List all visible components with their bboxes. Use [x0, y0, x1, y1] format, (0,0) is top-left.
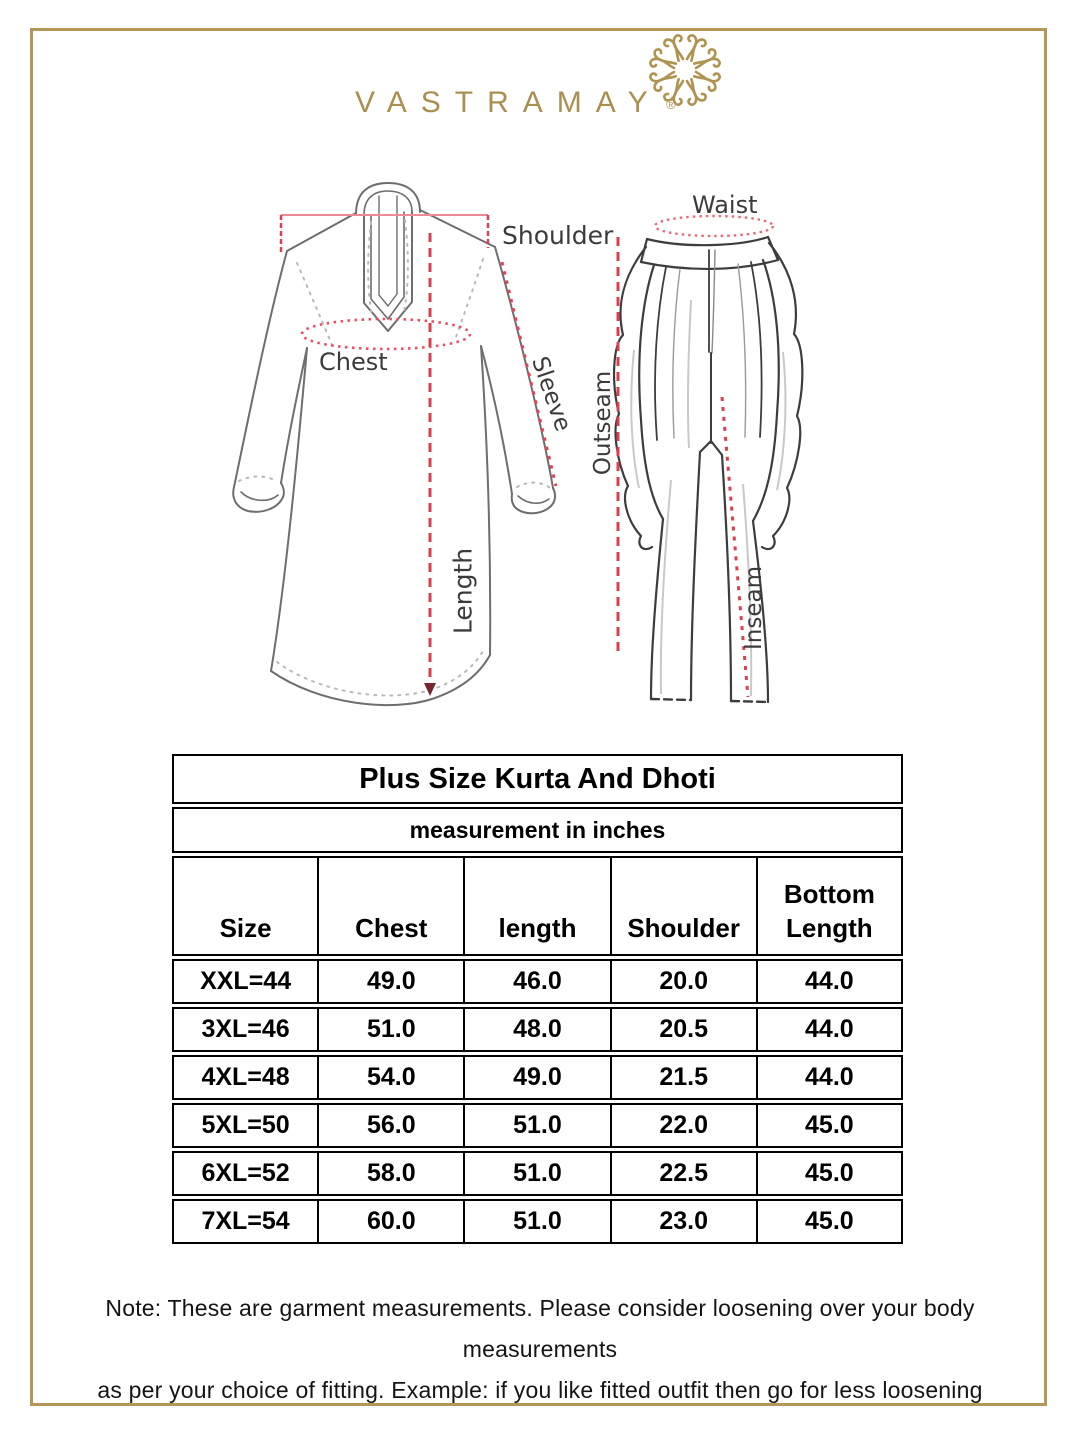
length-cell: 51.0	[464, 1103, 610, 1148]
table-header-row	[172, 856, 903, 956]
chest-cell: 49.0	[318, 959, 464, 1004]
shoulder-cell: 20.0	[611, 959, 757, 1004]
shoulder-cell: 23.0	[611, 1199, 757, 1244]
length-cell: 51.0	[464, 1151, 610, 1196]
table-row	[172, 1151, 903, 1196]
chest-cell: 51.0	[318, 1007, 464, 1052]
inseam-label: Inseam	[741, 566, 767, 650]
brand-name: VASTRAMAY	[355, 86, 662, 119]
bottom-length-cell: 44.0	[757, 1007, 903, 1052]
chest-cell: 54.0	[318, 1055, 464, 1100]
length-cell: 51.0	[464, 1199, 610, 1244]
shoulder-cell: 21.5	[611, 1055, 757, 1100]
length-cell: 48.0	[464, 1007, 610, 1052]
size-chart-table	[172, 751, 903, 1247]
chest-label: Chest	[319, 348, 388, 376]
shoulder-label: Shoulder	[502, 221, 614, 250]
length-label: Length	[448, 547, 478, 635]
shoulder-cell: 22.5	[611, 1151, 757, 1196]
bottom-length-cell: 44.0	[757, 959, 903, 1004]
outseam-label: Outseam	[590, 370, 616, 476]
table-title: Plus Size Kurta And Dhoti	[172, 754, 903, 804]
size-cell: 6XL=52	[172, 1151, 318, 1196]
bottom-length-cell: 45.0	[757, 1103, 903, 1148]
size-cell: 4XL=48	[172, 1055, 318, 1100]
waist-label: Waist	[692, 191, 758, 219]
shoulder-cell: 22.0	[611, 1103, 757, 1148]
bottom-length-cell: 45.0	[757, 1151, 903, 1196]
size-cell: 5XL=50	[172, 1103, 318, 1148]
sleeve-label: Sleeve	[526, 353, 576, 435]
chest-cell: 60.0	[318, 1199, 464, 1244]
table-row	[172, 1199, 903, 1244]
column-header-bottom-length: Bottom Length	[757, 856, 903, 956]
chest-cell: 58.0	[318, 1151, 464, 1196]
size-cell: XXL=44	[172, 959, 318, 1004]
length-cell: 49.0	[464, 1055, 610, 1100]
measurement-note	[40, 1288, 1040, 1411]
registered-trademark: ®	[666, 97, 676, 112]
chest-cell: 56.0	[318, 1103, 464, 1148]
bottom-length-cell: 44.0	[757, 1055, 903, 1100]
column-header-chest: Chest	[318, 856, 464, 956]
note-line-1: Note: These are garment measurements. Please consider loosening over your body measurements	[105, 1295, 975, 1362]
size-cell: 7XL=54	[172, 1199, 318, 1244]
column-header-shoulder: Shoulder	[611, 856, 757, 956]
table-subtitle: measurement in inches	[172, 807, 903, 853]
table-row	[172, 1103, 903, 1148]
size-cell: 3XL=46	[172, 1007, 318, 1052]
bottom-length-cell: 45.0	[757, 1199, 903, 1244]
shoulder-cell: 20.5	[611, 1007, 757, 1052]
table-row	[172, 1055, 903, 1100]
note-line-2: as per your choice of fitting. Example: if you like fitted outfit then go for less loosening	[97, 1377, 983, 1403]
column-header-size: Size	[172, 856, 318, 956]
table-row	[172, 959, 903, 1004]
table-row	[172, 1007, 903, 1052]
column-header-length: length	[464, 856, 610, 956]
length-cell: 46.0	[464, 959, 610, 1004]
